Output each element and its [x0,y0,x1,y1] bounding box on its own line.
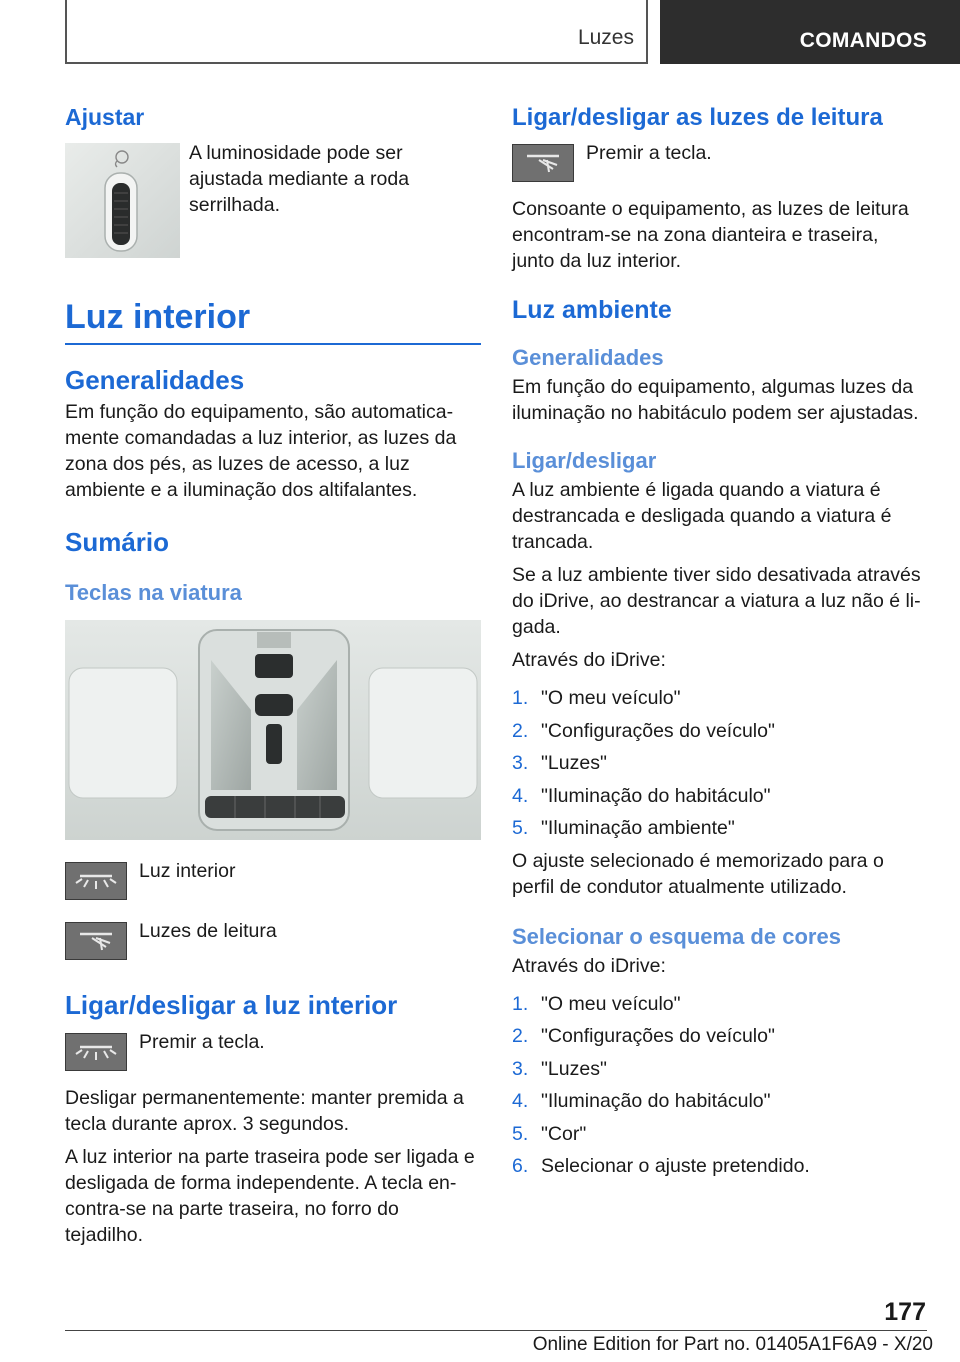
ligar-p1: A luz ambiente é ligada quando a viatura é destrancada e desligada quando a viatura é trancada. [512,479,892,553]
ajustar-heading: Ajustar [65,104,145,130]
list-item: 2. "Configurações do veículo" [512,719,775,742]
list-item: 6. Selecionar o ajuste pretendido. [512,1155,810,1177]
list-item: 5. "Iluminação ambiente" [512,817,735,839]
leitura-text: Consoante o equipamento, as luzes de leitura encontram-se na zona dianteira e traseira, junto da luz interior. [512,198,909,272]
footer-edition: Online Edition for Part no. 01405A1F6A9 - X/20 [532,1334,933,1355]
ajustar-text: A luminosidade pode ser ajustada mediante a roda serrilhada. [189,142,410,216]
key-interior-row [65,862,481,900]
generalidades-text: Em função do equipamento, são automaticamente comandadas a luz interior, as luzes da zona dos pés, as luzes de acesso, a luz ambiente e a iluminação dos altifalantes. [65,401,457,501]
reading-light-key-image [65,922,127,960]
interior-light-key-image [65,862,127,900]
cores-p1: Através do iDrive: [512,954,666,977]
cores-steps-list [512,991,922,1180]
sumario-heading: Sumário [65,527,170,557]
leitura-key-text: Premir a tecla. [586,142,712,164]
amb-generalidades-heading: Generalidades [512,345,664,370]
ligar-desligar-heading: Ligar/desligar [512,448,657,473]
key-interior-label: Luz interior [139,860,236,882]
ligar-interior-heading: Ligar/desligar a luz interior [65,990,398,1020]
leitura-heading: Ligar/desligar as luzes de leitura [512,104,883,131]
footer-divider [65,1330,927,1331]
cores-heading: Selecionar o esquema de cores [512,923,841,949]
right-column [512,100,922,1186]
list-item: 2. "Configurações do veículo" [512,1025,775,1047]
leitura-row [512,144,922,182]
amb-generalidades-text: Em função do equipamento, algumas luzes da iluminação no habitáculo podem ser ajustadas. [512,376,919,424]
ligar-p3: Através do iDrive: [512,649,666,671]
list-item: 5. "Cor" [512,1122,587,1145]
header-chapter-title: COMANDOS [799,29,927,52]
ajustar-row [65,143,481,258]
roof-console-image [65,620,481,840]
list-item: 3. "Luzes" [512,1057,607,1080]
left-column [65,100,481,1248]
dimmer-wheel-image [65,143,180,258]
ligar-p4: O ajuste selecionado é memorizado para o perfil de condutor atualmente utilizado. [512,849,884,898]
luz-interior-heading: Luz interior [65,298,481,345]
ligar-p2: Se a luz ambiente tiver sido desativada através do iDrive, ao destrancar a viatura a luz não é ligada. [512,564,921,638]
list-item: 4. "Iluminação do habitáculo" [512,784,771,807]
ambiente-heading: Luz ambiente [512,296,672,324]
teclas-heading: Teclas na viatura [65,580,242,605]
ligar-interior-p1: Desligar permanentemente: manter premida a tecla durante aprox. 3 segundos. [65,1087,464,1135]
ligar-interior-p2: A luz interior na parte traseira pode ser ligada e desligada de forma independente. A tecla encontra-se na parte traseira, no forro do tejadilho. [65,1146,475,1246]
interior-light-key-image-2 [65,1033,127,1071]
ligar-interior-key-text: Premir a tecla. [139,1031,265,1053]
generalidades-heading: Generalidades [65,365,245,395]
ligar-steps-list [512,685,922,841]
page-number: 177 [884,1298,926,1326]
header-section-box [65,0,648,64]
ligar-interior-row [65,1033,481,1071]
list-item: 4. "Iluminação do habitáculo" [512,1090,771,1112]
reading-light-key-image-2 [512,144,574,182]
key-reading-label: Luzes de leitura [139,920,277,942]
header-section-title: Luzes [577,26,634,49]
list-item: 1. "O meu veículo" [512,687,681,709]
key-reading-row [65,922,481,960]
list-item: 1. "O meu veículo" [512,992,681,1015]
list-item: 3. "Luzes" [512,752,607,774]
header-chapter-box [660,0,960,64]
